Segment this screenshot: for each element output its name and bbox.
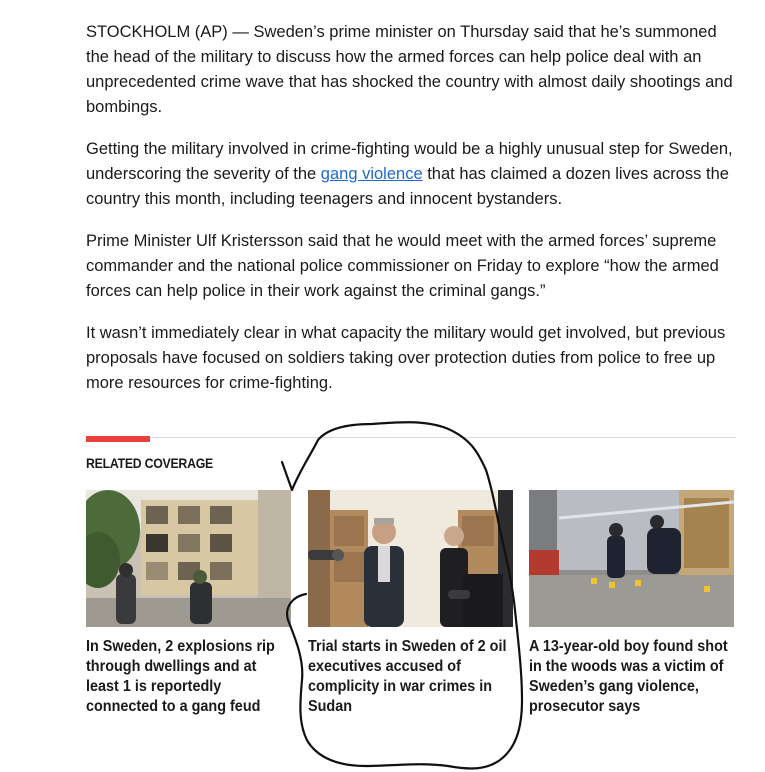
related-card-headline[interactable]: A 13-year-old boy found shot in the woods was a victim of Sweden’s gang violence, prosecutor says bbox=[529, 638, 728, 715]
related-card-headline[interactable]: In Sweden, 2 explosions rip through dwellings and at least 1 is reportedly connected to a gang feud bbox=[86, 638, 275, 715]
trial-press-photo[interactable] bbox=[308, 490, 513, 627]
paragraph-text: Getting the military involved in crime-fighting would be a highly unusual step for Sweden, underscoring the severity of the bbox=[86, 140, 733, 183]
related-accent-bar bbox=[86, 436, 150, 442]
article-paragraph: Prime Minister Ulf Kristersson said that he would meet with the armed forces’ supreme commander and the national police commissioner on Friday to explore “how the armed forces can help police in their work against the criminal gangs.” bbox=[86, 232, 719, 300]
gang-violence-link[interactable]: gang violence bbox=[320, 165, 423, 183]
article-body bbox=[86, 20, 736, 413]
article-paragraph: It wasn’t immediately clear in what capacity the military would get involved, but previous proposals have focused on soldiers taking over protection duties from police to free up more resources for crime-fighting. bbox=[86, 324, 726, 392]
related-card-headline[interactable]: Trial starts in Sweden of 2 oil executives accused of complicity in war crimes in Sudan bbox=[308, 638, 507, 715]
article-paragraph bbox=[86, 137, 736, 212]
related-card-trial[interactable] bbox=[308, 490, 513, 717]
related-card-boy-shot[interactable] bbox=[529, 490, 734, 717]
explosion-building-photo[interactable] bbox=[86, 490, 291, 627]
paragraph-text: that has claimed a dozen lives across the country this month, including teenagers and innocent bystanders. bbox=[86, 165, 729, 208]
article-paragraph: STOCKHOLM (AP) — Sweden’s prime minister on Thursday said that he’s summoned the head of the military to discuss how the armed forces can help police deal with an unprecedented crime wave that has shocked the country with almost daily shootings and bombings. bbox=[86, 23, 733, 116]
crime-scene-photo[interactable] bbox=[529, 490, 734, 627]
related-divider bbox=[86, 437, 736, 438]
related-card-explosions[interactable] bbox=[86, 490, 291, 717]
related-coverage-heading: RELATED COVERAGE bbox=[86, 455, 213, 471]
